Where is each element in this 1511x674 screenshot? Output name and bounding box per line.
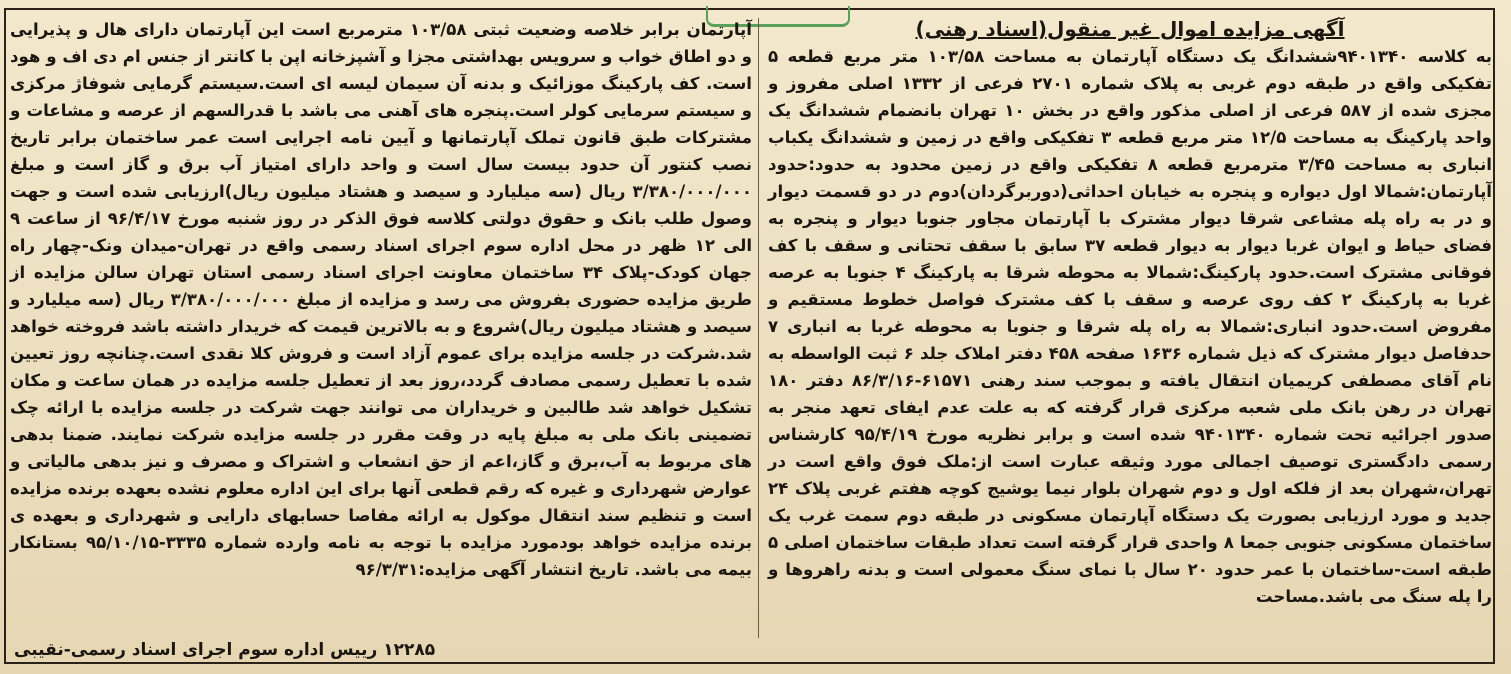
notice-right-column — [768, 16, 1492, 610]
right-column-text: به کلاسه ۹۴۰۱۳۴۰ششدانگ یک دستگاه آپارتمان به مساحت ۱۰۳/۵۸ متر مربع قطعه ۵ تفکیکی واقع در طبقه دوم غربی به پلاک شماره ۲۷۰۱ فرعی از ۱۳۳۲ اصلی مفروز و مجزی شده از ۵۸۷ فرعی از اصلی مذکور واقع در بخش ۱۰ تهران بانضمام ششدانگ یک واحد پارکینگ به مساحت ۱۲/۵ متر مربع قطعه ۳ تفکیکی واقع در زمین و ششدانگ یکباب انباری به مساحت ۳/۴۵ مترمربع قطعه ۸ تفکیکی واقع در زمین محدود به حدود:حدود آپارتمان:شمالا اول دیواره و پنجره به خیابان احداثی(دوربرگردان)دوم در دو قسمت دیوار و در به راه پله مشاعی شرقا دیوار مشترک با آپارتمان مجاور جنوبا دیوار و پنجره به فضای حیاط و ایوان غربا دیوار به دیوار قطعه ۳۷ سابق با سقف تحتانی و سقف با کف فوقانی مشترک است.حدود پارکینگ:شمالا به محوطه شرقا به پارکینگ ۴ جنوبا به عرصه غربا به پارکینگ ۲ کف روی عرصه و سقف با کف مشترک فواصل خطوط مستقیم و مفروض است.حدود انباری:شمالا به راه پله شرقا و جنوبا به محوطه غربا به انباری ۷ حدفاصل دیوار مشترک که ذیل شماره ۱۶۳۶ صفحه ۴۵۸ دفتر املاک جلد ۶ ثبت الواسطه به نام آقای مصطفی کریمیان انتقال یافته و بموجب سند رهنی ۶۱۵۷۱-۸۶/۳/۱۶ دفتر ۱۸۰ تهران در رهن بانک ملی شعبه مرکزی قرار گرفته که به علت عدم ایفای تعهد منجر به صدور اجرائیه تحت شماره ۹۴۰۱۳۴۰ شده است و برابر نظریه مورخ ۹۵/۴/۱۹ کارشناس رسمی دادگستری توصیف اجمالی مورد وثیقه عبارت است از:ملک فوق واقع است در تهران،شهران بعد از فلکه اول و دوم شهران بلوار نیما یوشیج کوچه هفتم غربی پلاک ۲۴ جدید و مورد ارزیابی بصورت یک دستگاه آپارتمان مسکونی در طبقه دوم سمت غرب یک ساختمان مسکونی جنوبی جمعا ۸ واحدی قرار گرفته است تعداد طبقات ساختمان اصلی ۵ طبقه است-ساختمان با عمر حدود ۲۰ سال با نمای سنگ معمولی است و بدنه راهروها و را پله سنگ می باشد.مساحت — [768, 47, 1493, 606]
column-divider — [758, 18, 759, 638]
left-column-text: آپارتمان برابر خلاصه وضعیت ثبتی ۱۰۳/۵۸ مترمربع است این آپارتمان دارای هال و پذیرایی و دو اطاق خواب و سرویس بهداشتی مجزا و آشپزخانه اپن با کانتر از جنس ام دی اف و هود است. کف پارکینگ موزائیک و بدنه آن سیمان لیسه ای است.سیستم گرمایی شوفاژ مرکزی و سیستم سرمایی کولر است.پنجره های آهنی می باشد با قدرالسهم از عرصه و مشاعات و مشترکات طبق قانون تملک آپارتمانها و آیین نامه اجرایی است عمر ساختمان برابر تاریخ نصب کنتور آن حدود بیست سال است و واحد دارای امتیاز آب برق و گاز است و مبلغ ۳/۳۸۰/۰۰۰/۰۰۰ ریال (سه میلیارد و سیصد و هشتاد میلیون ریال)ارزیابی شده است و جهت وصول طلب بانک و حقوق دولتی کلاسه فوق الذکر در روز شنبه مورخ ۹۶/۴/۱۷ از ساعت ۹ الی ۱۲ ظهر در محل اداره سوم اجرای اسناد رسمی واقع در تهران-میدان ونک-چهار راه جهان کودک-پلاک ۳۴ ساختمان معاونت اجرای اسناد رسمی استان تهران سالن مزایده از طریق مزایده حضوری بفروش می رسد و مزایده از مبلغ ۳/۳۸۰/۰۰۰/۰۰۰ ریال (سه میلیارد و سیصد و هشتاد میلیون ریال)شروع و به بالاترین قیمت که خریدار داشته باشد فروخته خواهد شد.شرکت در جلسه مزایده برای عموم آزاد است و فروش کلا نقدی است.چنانچه روز تعیین شده با تعطیل رسمی مصادف گردد،روز بعد از تعطیل جلسه مزایده در همان ساعت و مکان تشکیل خواهد شد طالبین و خریداران می توانند جهت شرکت در جلسه مزایده با ارائه چک تضمینی بانک ملی به مبلغ پایه در وقت مقرر در جلسه مزایده شرکت نمایند. ضمنا بدهی های مربوط به آب،برق و گاز،اعم از حق انشعاب و اشتراک و مصرف و نیز بدهی مالیاتی و عوارض شهرداری و غیره که رقم قطعی آنها برای این اداره معلوم نشده بعهده برنده مزایده است و تنظیم سند انتقال موکول به ارائه مفاصا حسابهای دارایی و شهرداری و بعهده ی برنده مزایده خواهد بودمورد مزایده با توجه به نامه وارده شماره ۳۳۳۵-۹۵/۱۰/۱۵ بستانکار بیمه می باشد. تاریخ انتشار آگهی مزایده:۹۶/۳/۳۱ — [10, 20, 753, 579]
notice-title: آگهی مزایده اموال غیر منقول(اسناد رهنی) — [915, 17, 1345, 41]
notice-left-column — [10, 16, 752, 583]
notice-signature: ۱۲۲۸۵ رییس اداره سوم اجرای اسناد رسمی-نقیبی — [14, 640, 436, 660]
